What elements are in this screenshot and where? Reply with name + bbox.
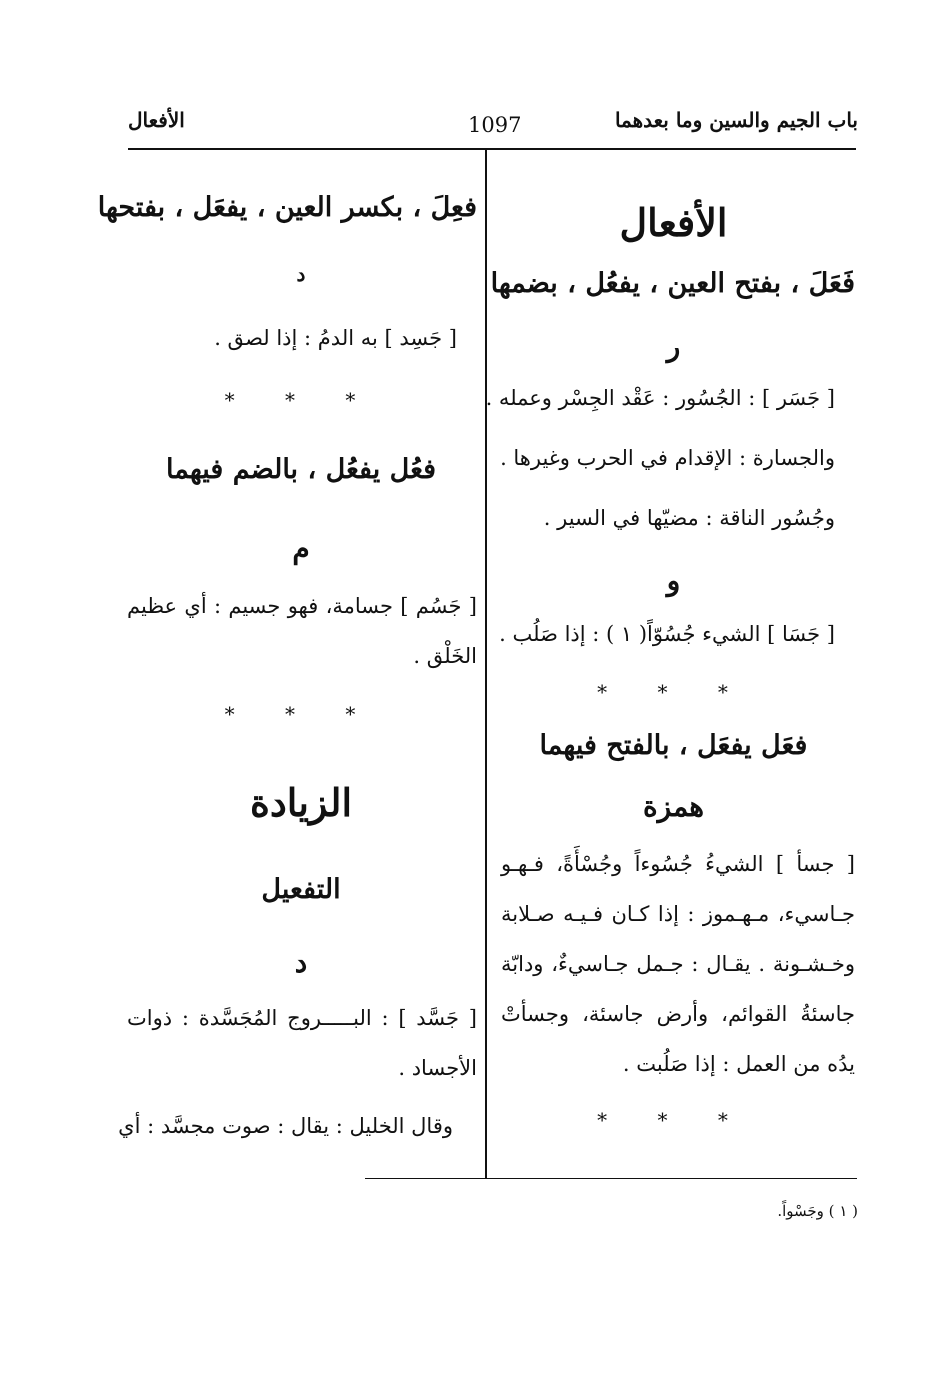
page-number: 1097	[468, 113, 522, 137]
subheading-faala-yafulu: فَعَلَ ، بفتح العين ، يفعُل ، بضمها	[490, 268, 855, 299]
entry-khalil: وقال الخليل : يقال : صوت مجسَّد : أي	[118, 1114, 453, 1138]
letter-heading-waw: و	[666, 564, 681, 597]
entry-jasid: [ جَسِد ] به الدمُ : إذا لصق .	[214, 326, 457, 350]
letter-heading-hamza: همزة	[642, 790, 705, 823]
column-divider	[485, 150, 487, 1178]
section-separator: * * *	[224, 702, 378, 726]
footnote: ( ١ ) وجَسْواً.	[777, 1202, 858, 1220]
header-rule	[128, 148, 856, 150]
entry-jasum: [ جَسُم ] جسامة، فهو جسيم : أي عظيم	[127, 594, 477, 618]
section-title-ziyada: الزيادة	[249, 780, 353, 825]
entry-jasara: [ جَسَر ] : الجُسُور : عَقْد الجِسْر وعمله .	[485, 386, 835, 410]
letter-heading-dal: د	[294, 946, 308, 979]
letter-heading-mim: م	[292, 532, 310, 565]
entry-jasaa-line: جـاسيء، مـهـموز : إذا كـان فـيـه صـلابة	[501, 902, 855, 926]
section-title-afal: الأفعال	[619, 200, 728, 245]
entry-jasaa-line: يدُه من العمل : إذا صَلُبت .	[622, 1052, 855, 1076]
entry-jasaa-line: جاسئةُ القوائم، وأرض جاسئة، وجسأتْ	[501, 1002, 855, 1026]
section-separator: * * *	[597, 680, 750, 704]
letter-heading-dal: د	[296, 262, 306, 286]
entry-jasa: [ جَسَا ] الشيء جُسُوّاً( ١ ) : إذا صَلُب .	[499, 622, 835, 646]
running-head-left: الأفعال	[128, 108, 185, 132]
entry-jasaa-line: وخـشـونة . يقـال : جـمل جـاسيءٌ، ودابّة	[501, 952, 855, 976]
subheading-tafil: التفعيل	[261, 874, 341, 905]
letter-heading-ra: ر	[666, 330, 681, 363]
entry-jassad: [ جَسَّد ] : البـــــروج المُجَسَّدة : ذوات	[127, 1006, 477, 1030]
footnote-rule	[365, 1178, 857, 1179]
entry-jassad-cont: الأجساد .	[398, 1056, 477, 1080]
section-separator: * * *	[224, 388, 378, 412]
running-head-right: باب الجيم والسين وما بعدهما	[614, 108, 858, 132]
entry-jasum-cont: الخَلْق .	[413, 644, 477, 668]
section-separator: * * *	[597, 1108, 750, 1132]
entry-jasara-iqdam: والجسارة : الإقدام في الحرب وغيرها .	[500, 446, 835, 470]
subheading-faala-yafalu: فعَل يفعَل ، بالفتح فيهما	[539, 730, 808, 761]
subheading-faila-yafalu: فعِلَ ، بكسر العين ، يفعَل ، بفتحها	[97, 192, 477, 223]
entry-jusur-naqa: وجُسُور الناقة : مضيّها في السير .	[543, 506, 835, 530]
entry-jasaa-line: [ جسأ ] الشيءُ جُسُوءاً وجُسْأَةً، فـهـو	[501, 852, 855, 876]
subheading-fauula-yafulu: فعُل يفعُل ، بالضم فيهما	[165, 454, 437, 485]
